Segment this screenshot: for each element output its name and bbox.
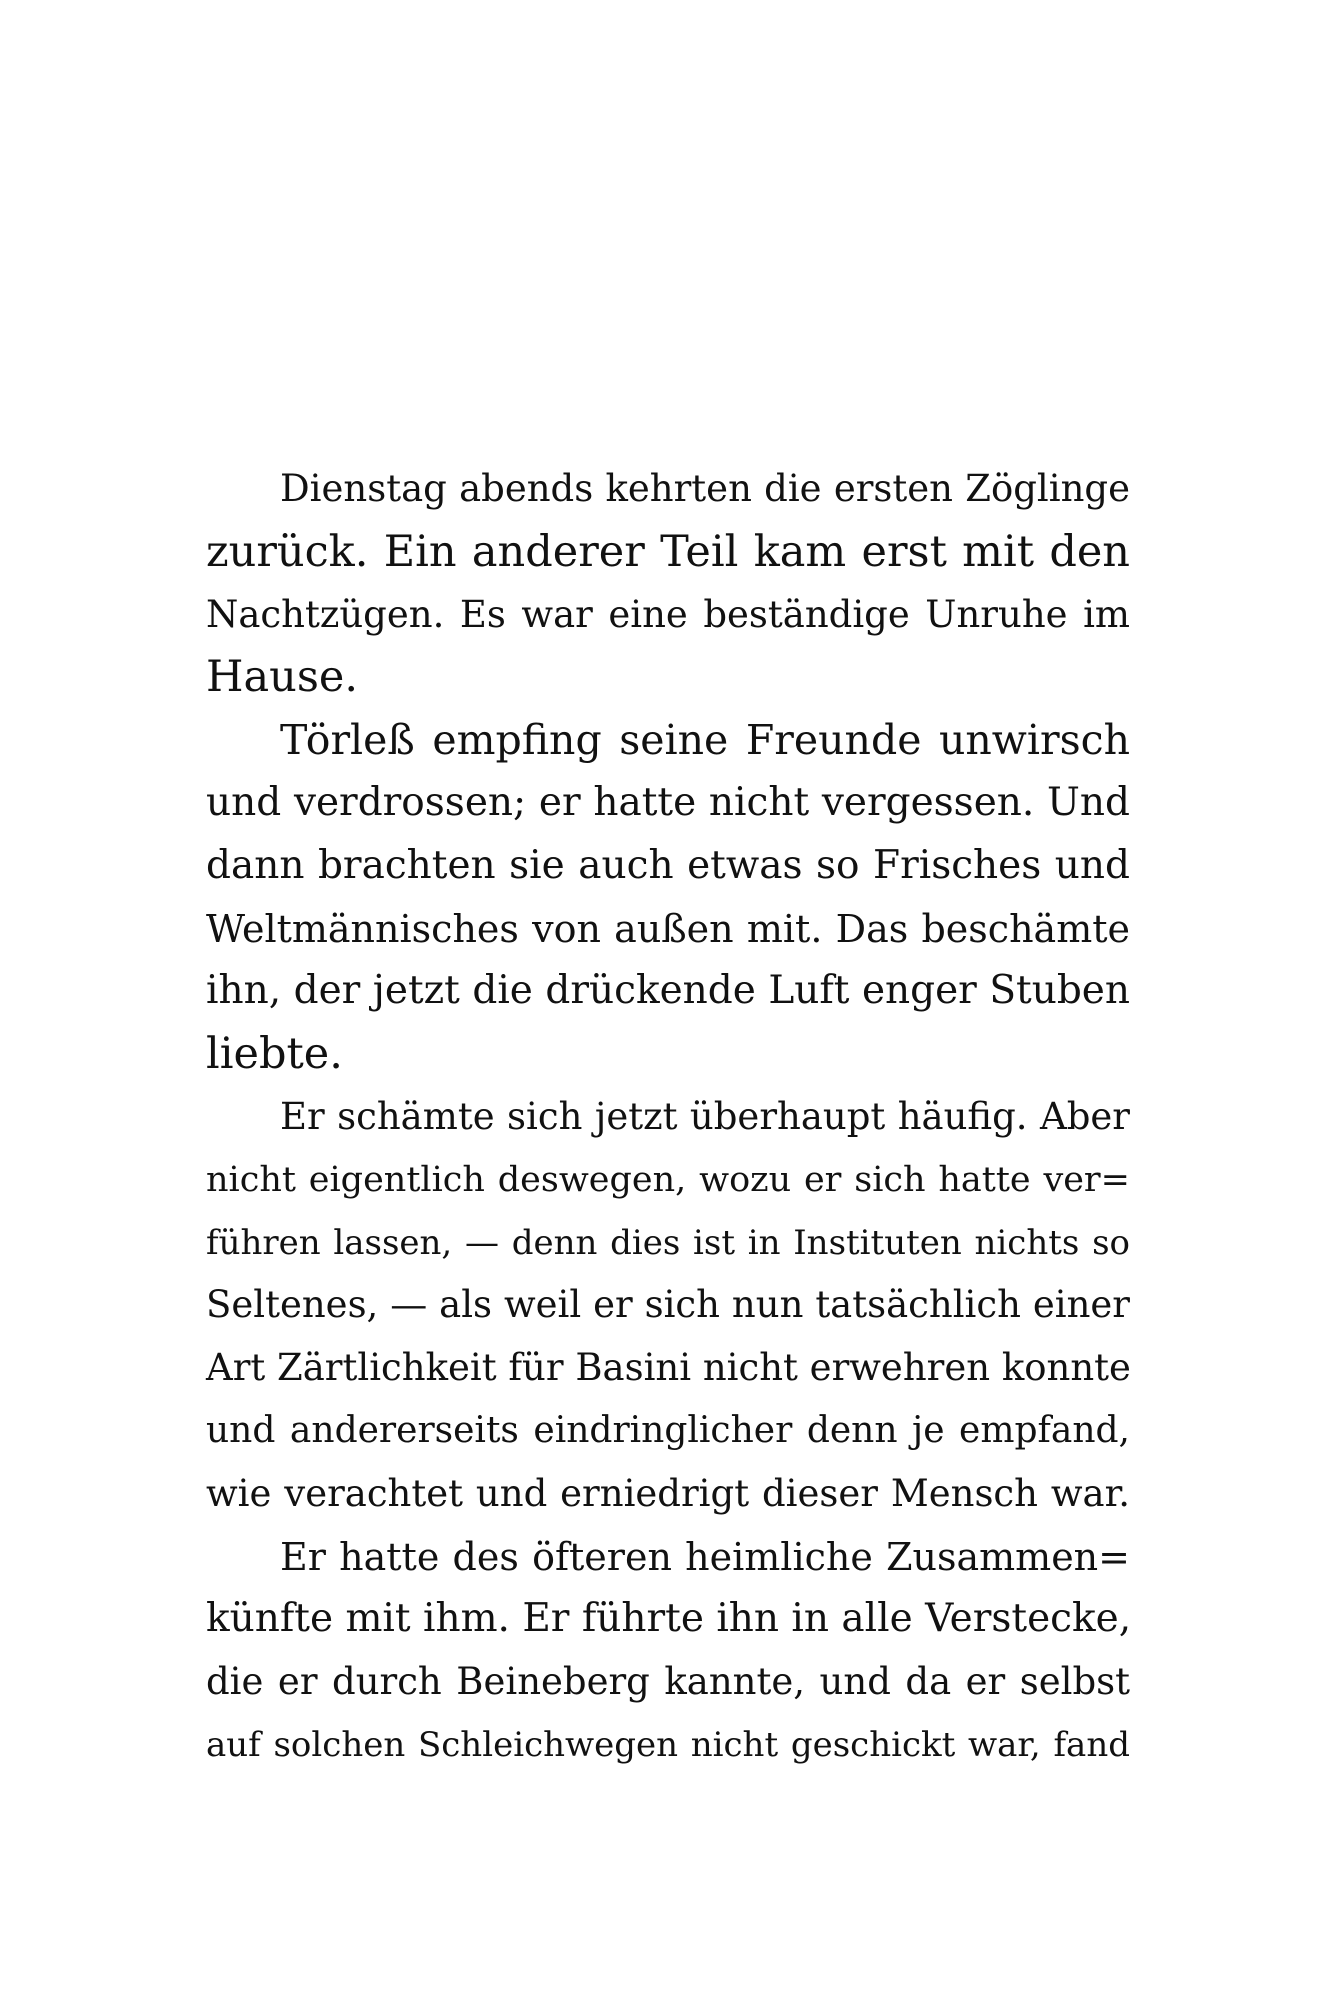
text-line: Hause.	[206, 652, 359, 703]
text-line: Seltenes, — als weil er sich nun tatsächlich einer	[206, 1283, 1130, 1327]
text-line: zurück. Ein anderer Teil kam erst mit den	[206, 526, 1130, 577]
text-line: ihn, der jetzt die drückende Luft enger Stuben	[206, 968, 1130, 1014]
paragraph-1	[206, 458, 1130, 709]
text-line: Törleß empfing seine Freunde unwirsch	[280, 716, 1130, 765]
paragraph-2	[206, 709, 1130, 1086]
paragraph-3	[206, 1086, 1130, 1526]
text-line: dann brachten sie auch etwas so Frisches und	[206, 842, 1130, 888]
paragraph-4	[206, 1526, 1130, 1777]
text-line: künfte mit ihm. Er führte ihn in alle Verstecke,	[206, 1596, 1132, 1642]
text-line: führen lassen, — denn dies ist in Instituten nichts so	[206, 1222, 1130, 1263]
text-line: wie verachtet und erniedrigt dieser Mensch war.	[206, 1471, 1130, 1515]
text-line: Er schämte sich jetzt überhaupt häufig. Aber	[280, 1094, 1130, 1138]
text-line: die er durch Beineberg kannte, und da er selbst	[206, 1660, 1130, 1704]
text-line: auf solchen Schleichwegen nicht geschickt war, fand	[206, 1724, 1130, 1765]
text-line: Weltmännisches von außen mit. Das beschämte	[206, 906, 1130, 951]
text-line: und verdrossen; er hatte nicht vergessen. Und	[206, 779, 1130, 825]
text-line: Er hatte des öfteren heimliche Zusammen=	[280, 1534, 1130, 1579]
text-line: nicht eigentlich deswegen, wozu er sich hatte ver=	[206, 1159, 1130, 1200]
text-line: liebte.	[206, 1029, 343, 1080]
text-line: Art Zärtlichkeit für Basini nicht erwehren konnte	[206, 1346, 1131, 1390]
body-text	[206, 458, 1130, 1777]
text-line: Nachtzügen. Es war eine beständige Unruhe im	[206, 592, 1130, 636]
text-line: Dienstag abends kehrten die ersten Zöglinge	[280, 467, 1130, 510]
text-line: und andererseits eindringlicher denn je empfand,	[206, 1409, 1130, 1451]
